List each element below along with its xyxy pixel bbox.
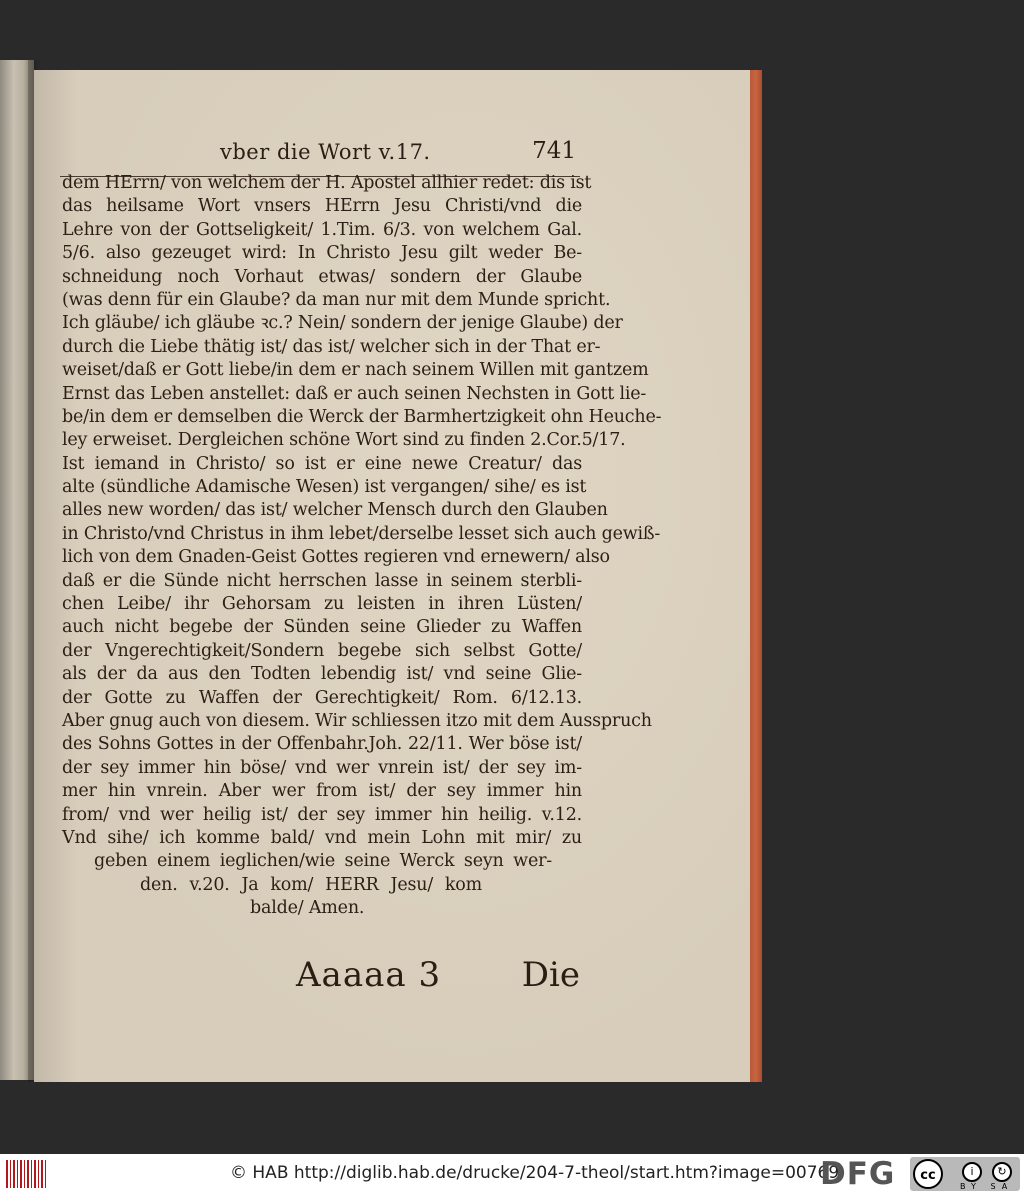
text-line: schneidung noch Vorhaut etwas/ sondern der Glaube: [62, 266, 582, 287]
text-line: Ernst das Leben anstellet: daß er auch seinen Nechsten in Gott lie-: [62, 383, 647, 404]
text-line: der Gotte zu Waffen der Gerechtigkeit/ Rom. 6/12.13.: [62, 687, 582, 708]
text-line: der Vngerechtigkeit/Sondern begebe sich selbst Gotte/: [62, 640, 582, 661]
text-line: balde/ Amen.: [250, 898, 365, 919]
text-line: lich von dem Gnaden-Geist Gottes regieren vnd ernewern/ also: [62, 547, 610, 568]
text-line: daß er die Sünde nicht herrschen lasse in seinem sterbli-: [62, 570, 582, 591]
text-line: be/in dem er demselben die Werck der Barmhertzigkeit ohn Heuche-: [62, 406, 662, 427]
signature-mark: Aaaaa 3: [296, 955, 442, 995]
running-title: vber die Wort v.17.: [220, 140, 431, 164]
text-line: dem HErrn/ von welchem der H. Apostel allhier redet: dis ist: [62, 173, 592, 193]
page-number: 741: [532, 138, 576, 164]
page-header: [60, 136, 580, 177]
text-line: ley erweiset. Dergleichen schöne Wort sind zu finden 2.Cor.5/17.: [62, 430, 626, 451]
text-line: des Sohns Gottes in der Offenbahr.Joh. 22/11. Wer böse ist/: [62, 734, 582, 755]
share-alike-icon: ↻: [992, 1162, 1012, 1182]
text-line: from/ vnd wer heilig ist/ der sey immer hin heilig. v.12.: [62, 804, 582, 825]
text-line: alte (sündliche Adamische Wesen) ist vergangen/ sihe/ es ist: [62, 477, 587, 498]
text-line: mer hin vnrein. Aber wer from ist/ der sey immer hin: [62, 781, 582, 802]
text-line: Lehre von der Gottseligkeit/ 1.Tim. 6/3. von welchem Gal.: [62, 219, 582, 240]
copyright-link[interactable]: © HAB http://diglib.hab.de/drucke/204-7-theol/start.htm?image=00769: [230, 1163, 840, 1183]
attribution-icon: i: [962, 1162, 982, 1182]
body-text: [62, 172, 662, 921]
text-line: geben einem ieglichen/wie seine Werck seyn wer-: [94, 851, 552, 872]
text-line: das heilsame Wort vnsers HErrn Jesu Christi/vnd die: [62, 196, 582, 217]
text-line: auch nicht begebe der Sünden seine Glieder zu Waffen: [62, 617, 582, 638]
text-line: durch die Liebe thätig ist/ das ist/ welcher sich in der That er-: [62, 336, 601, 357]
text-line: 5/6. also gezeuget wird: In Christo Jesu gilt weder Be-: [62, 243, 582, 264]
text-line: Ich gläube/ ich gläube ꝛc.? Nein/ sondern der jenige Glaube) der: [62, 313, 623, 334]
page-signature-line: [290, 955, 590, 999]
cc-license-badge[interactable]: [910, 1157, 1020, 1191]
viewer-footer: [0, 1154, 1024, 1194]
text-line: (was denn für ein Glaube? da man nur mit dem Munde spricht.: [62, 289, 611, 310]
page-edge: [750, 70, 762, 1082]
text-line: der sey immer hin böse/ vnd wer vnrein ist/ der sey im-: [62, 757, 582, 778]
text-line: Aber gnug auch von diesem. Wir schliessen itzo mit dem Ausspruch: [62, 710, 652, 731]
dfg-logo[interactable]: DFG: [820, 1156, 896, 1192]
catchword: Die: [521, 955, 580, 995]
hab-barcode-icon: [6, 1160, 46, 1188]
text-line: chen Leibe/ ihr Gehorsam zu leisten in ihren Lüsten/: [62, 594, 582, 615]
license-tags: BY SA: [960, 1182, 1014, 1191]
text-line: den. v.20. Ja kom/ HERR Jesu/ kom: [140, 874, 482, 895]
text-line: in Christo/vnd Christus in ihm lebet/derselbe lesset sich auch gewiß-: [62, 523, 661, 544]
text-line: weiset/daß er Gott liebe/in dem er nach seinem Willen mit gantzem: [62, 360, 649, 381]
cc-icon: cc: [913, 1159, 943, 1189]
text-line: Ist iemand in Christo/ so ist er eine newe Creatur/ das: [62, 453, 582, 474]
text-line: Vnd sihe/ ich komme bald/ vnd mein Lohn mit mir/ zu: [62, 827, 582, 848]
text-line: als der da aus den Todten lebendig ist/ vnd seine Glie-: [62, 664, 582, 685]
text-line: alles new worden/ das ist/ welcher Mensch durch den Glauben: [62, 500, 608, 521]
